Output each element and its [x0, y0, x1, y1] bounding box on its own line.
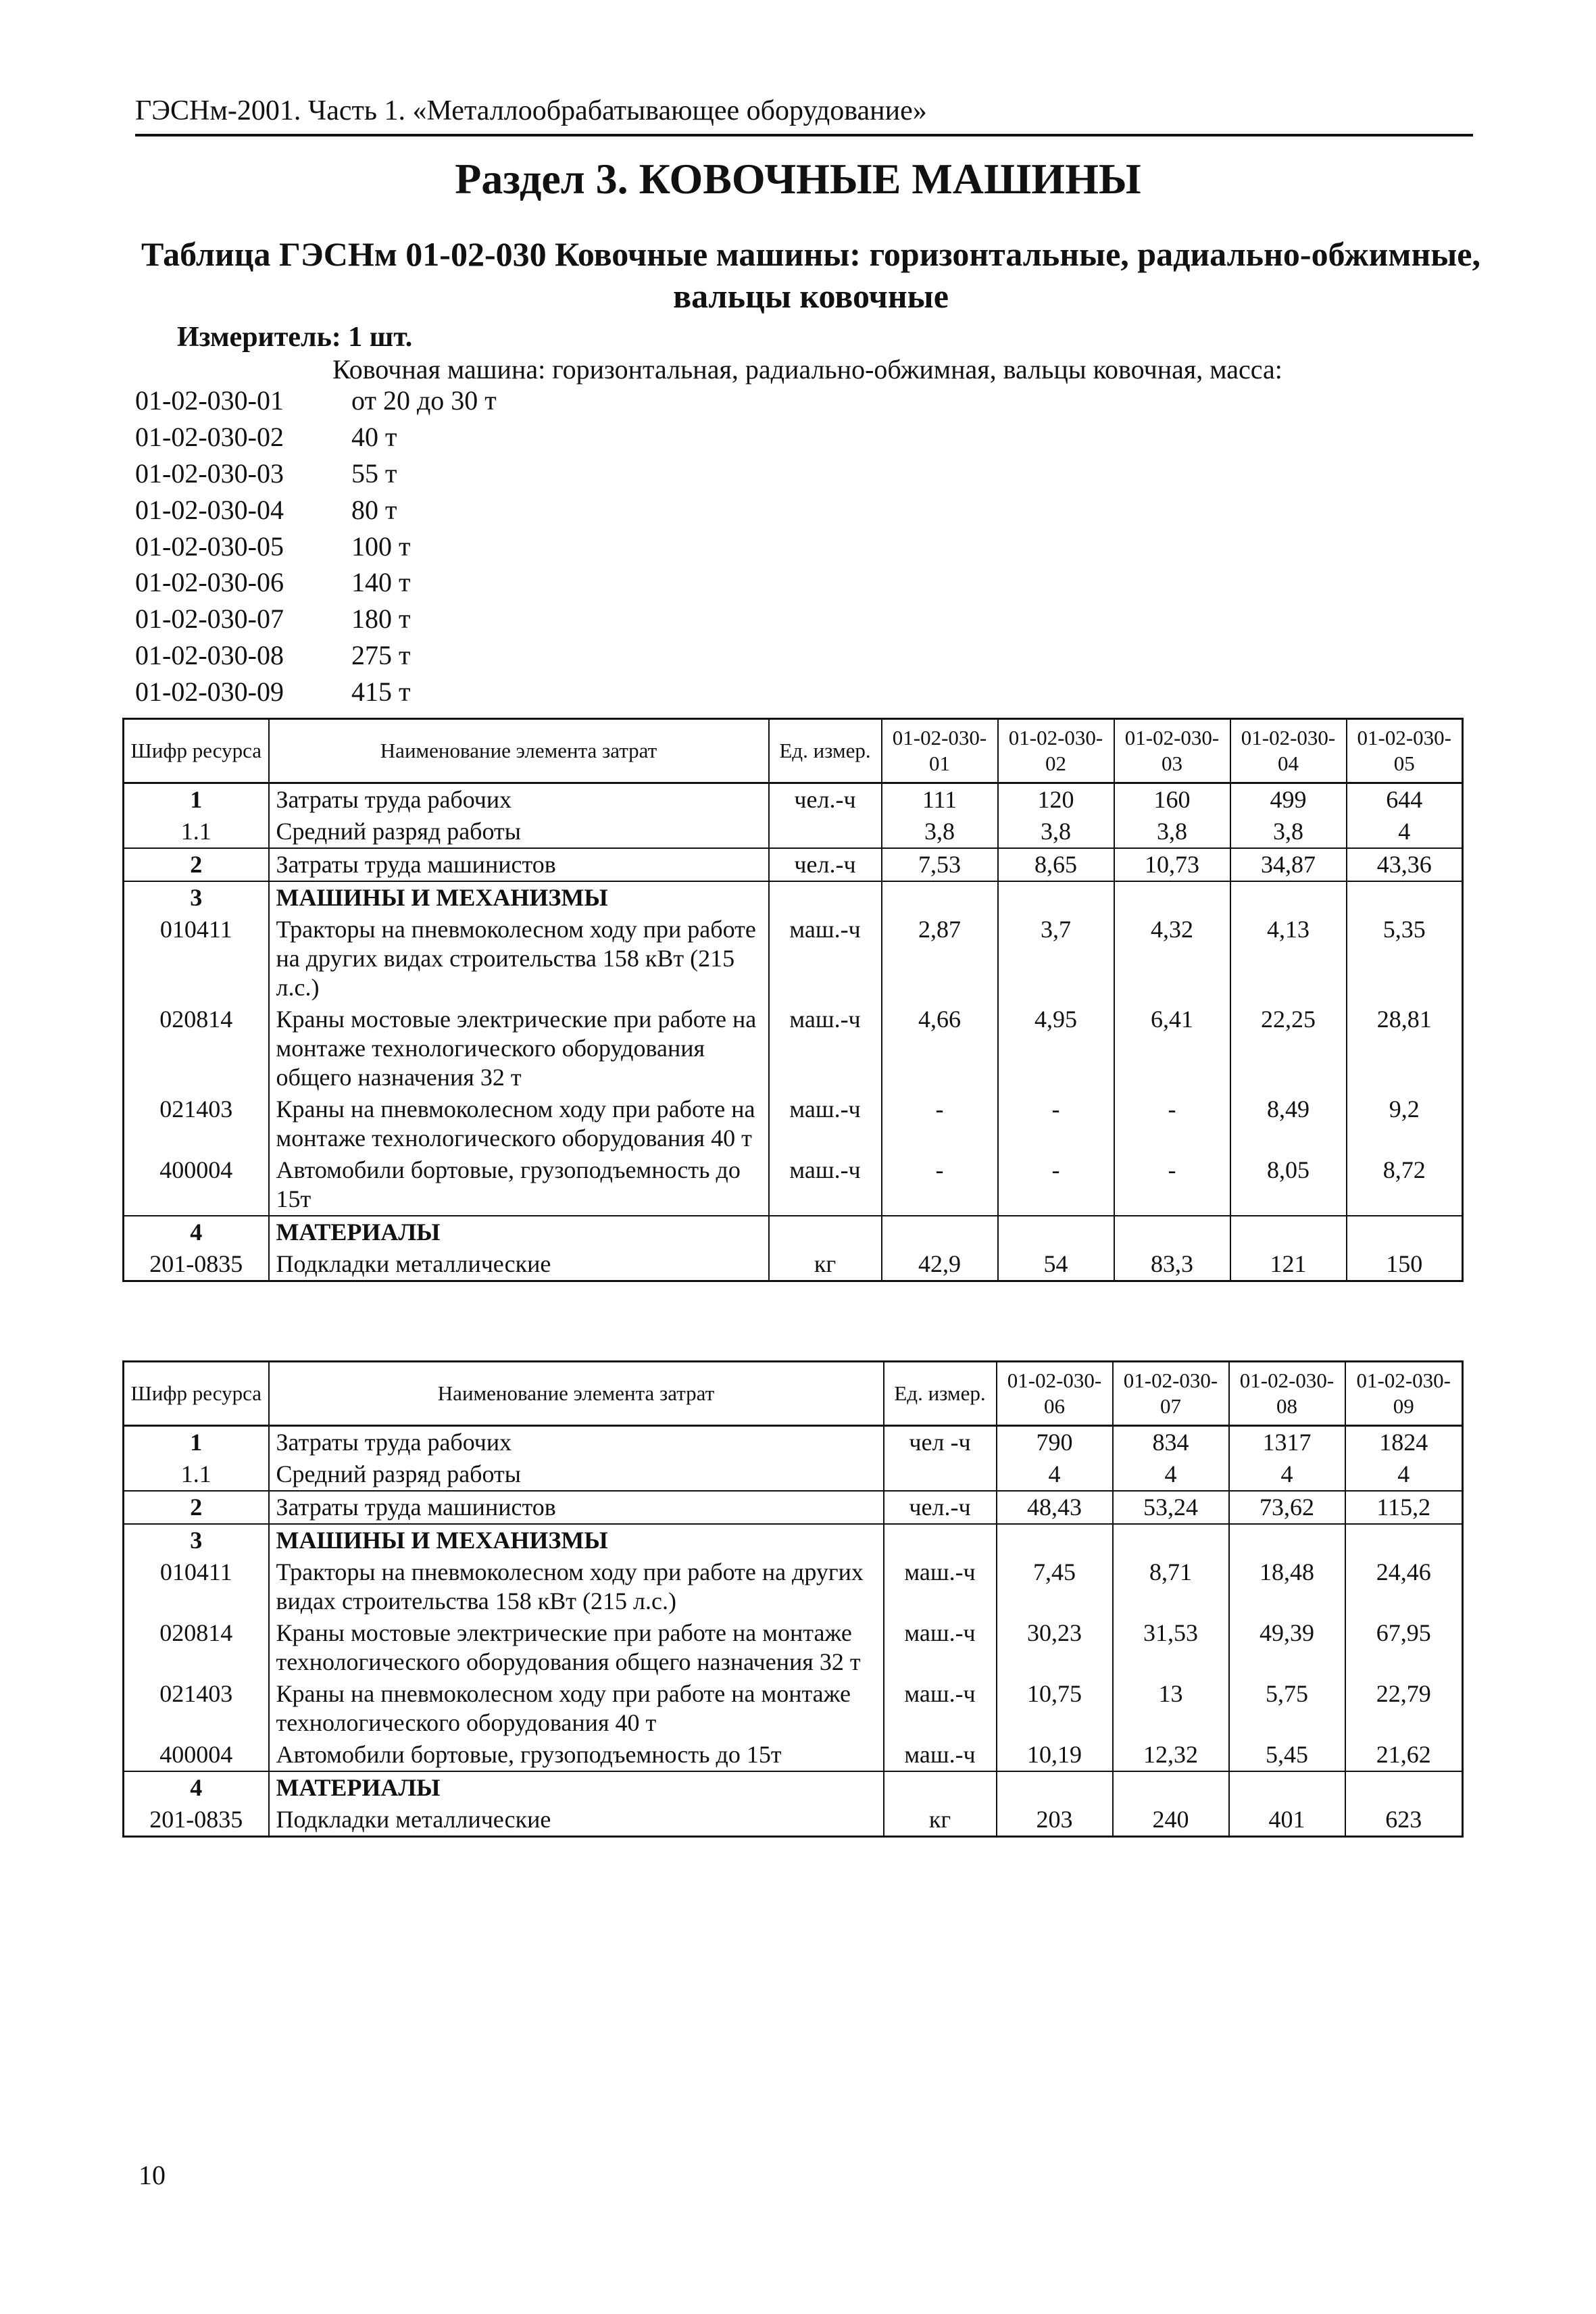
cell-name: Затраты труда машинистов — [269, 848, 769, 881]
cell-unit — [769, 816, 882, 848]
code-list-desc: 140 т — [351, 567, 411, 598]
header-col: 01-02-030-09 — [1345, 1362, 1463, 1426]
cell-name: Автомобили бортовые, грузоподъемность до 15т — [269, 1739, 884, 1771]
table-row — [124, 1248, 1463, 1281]
page-number: 10 — [139, 2160, 166, 2190]
cell-unit: маш.-ч — [884, 1556, 997, 1617]
cell-name: Затраты труда рабочих — [269, 1426, 884, 1459]
code-list-desc: 40 т — [351, 422, 397, 453]
cell-value — [998, 1216, 1114, 1248]
code-list-desc: 180 т — [351, 604, 411, 635]
header-col: 01-02-030-08 — [1229, 1362, 1345, 1426]
cell-unit: чел -ч — [884, 1426, 997, 1459]
table-row — [124, 1771, 1463, 1804]
cell-name: Средний разряд работы — [269, 1458, 884, 1491]
cell-value: 9,2 — [1347, 1093, 1463, 1154]
cell-value: - — [998, 1093, 1114, 1154]
table-row — [124, 1093, 1463, 1154]
code-list-item — [135, 383, 497, 419]
table-row — [124, 1216, 1463, 1248]
cell-name: Подкладки металлические — [269, 1804, 884, 1837]
cell-name: МАШИНЫ И МЕХАНИЗМЫ — [269, 881, 769, 914]
cell-value: 73,62 — [1229, 1491, 1345, 1524]
cell-code: 021403 — [124, 1093, 269, 1154]
cell-name: Затраты труда машинистов — [269, 1491, 884, 1524]
cell-code: 400004 — [124, 1739, 269, 1771]
cell-value: 22,25 — [1230, 1004, 1347, 1093]
table-row — [124, 1804, 1463, 1837]
cell-value: - — [1114, 1154, 1230, 1216]
cell-code: 4 — [124, 1216, 269, 1248]
code-list-item — [135, 564, 497, 601]
cell-value: 623 — [1345, 1804, 1463, 1837]
cell-name: Затраты труда рабочих — [269, 783, 769, 816]
code-list-code: 01-02-030-04 — [135, 494, 284, 525]
cell-value — [998, 881, 1114, 914]
cell-code: 2 — [124, 1491, 269, 1524]
running-header: ГЭСНм-2001. Часть 1. «Металлообрабатывающее оборудование» — [135, 95, 1473, 137]
cell-code: 201-0835 — [124, 1248, 269, 1281]
code-list-code: 01-02-030-07 — [135, 604, 284, 635]
header-col: 01-02-030-02 — [998, 719, 1114, 783]
header-col: 01-02-030-06 — [997, 1362, 1113, 1426]
cell-code: 1 — [124, 783, 269, 816]
cell-value: 42,9 — [882, 1248, 998, 1281]
cell-value: 499 — [1230, 783, 1347, 816]
cell-value — [1230, 1216, 1347, 1248]
cell-unit: чел.-ч — [769, 848, 882, 881]
cell-value: 3,8 — [1114, 816, 1230, 848]
cell-value: 54 — [998, 1248, 1114, 1281]
code-list-code: 01-02-030-06 — [135, 567, 284, 598]
table-row — [124, 1739, 1463, 1771]
cell-value — [1345, 1524, 1463, 1556]
code-list-item — [135, 637, 497, 674]
cell-value: 240 — [1113, 1804, 1229, 1837]
norms-table-2 — [122, 1360, 1464, 1838]
code-list-item — [135, 528, 497, 564]
cell-value — [1229, 1524, 1345, 1556]
cell-value: 34,87 — [1230, 848, 1347, 881]
table-row — [124, 1556, 1463, 1617]
cell-value — [1113, 1771, 1229, 1804]
header-code: Шифр ресурса — [124, 1362, 269, 1426]
cell-code: 021403 — [124, 1678, 269, 1739]
cell-name: Средний разряд работы — [269, 816, 769, 848]
cell-value: 5,75 — [1229, 1678, 1345, 1739]
cell-code: 010411 — [124, 914, 269, 1004]
cell-value — [1113, 1524, 1229, 1556]
table-row — [124, 1426, 1463, 1459]
cell-code: 1 — [124, 1426, 269, 1459]
code-list-item — [135, 419, 497, 456]
table-row — [124, 783, 1463, 816]
table-title-line-1: Таблица ГЭСНм 01-02-030 Ковочные машины: горизонтальные, радиально-обжимные, — [141, 235, 1480, 273]
code-list-desc: 55 т — [351, 458, 397, 489]
cell-value: 4,66 — [882, 1004, 998, 1093]
table-row — [124, 881, 1463, 914]
cell-value: 24,46 — [1345, 1556, 1463, 1617]
cell-value: 49,39 — [1229, 1617, 1345, 1678]
cell-code: 3 — [124, 1524, 269, 1556]
cell-unit — [769, 881, 882, 914]
cell-value: 4,13 — [1230, 914, 1347, 1004]
cell-value: 4,32 — [1114, 914, 1230, 1004]
cell-value: 4,95 — [998, 1004, 1114, 1093]
cell-unit: чел.-ч — [884, 1491, 997, 1524]
code-list-code: 01-02-030-09 — [135, 676, 284, 707]
code-list-code: 01-02-030-03 — [135, 458, 284, 489]
cell-name: МАШИНЫ И МЕХАНИЗМЫ — [269, 1524, 884, 1556]
cell-value: 8,72 — [1347, 1154, 1463, 1216]
header-col: 01-02-030-05 — [1347, 719, 1463, 783]
cell-value: 31,53 — [1113, 1617, 1229, 1678]
intro-line: Ковочная машина: горизонтальная, радиально-обжимная, вальцы ковочная, масса: — [332, 354, 1282, 385]
table-row — [124, 1154, 1463, 1216]
cell-value: 67,95 — [1345, 1617, 1463, 1678]
cell-code: 1.1 — [124, 816, 269, 848]
cell-value: 6,41 — [1114, 1004, 1230, 1093]
cell-unit — [769, 1216, 882, 1248]
cell-value: 8,05 — [1230, 1154, 1347, 1216]
cell-unit: чел.-ч — [769, 783, 882, 816]
cell-value — [1114, 1216, 1230, 1248]
cell-unit: маш.-ч — [769, 1154, 882, 1216]
cell-value: 18,48 — [1229, 1556, 1345, 1617]
cell-value: 10,75 — [997, 1678, 1113, 1739]
norms-table-1 — [122, 718, 1464, 1282]
cell-value: - — [998, 1154, 1114, 1216]
header-name: Наименование элемента затрат — [269, 719, 769, 783]
cell-value: 8,49 — [1230, 1093, 1347, 1154]
cell-unit: маш.-ч — [884, 1617, 997, 1678]
cell-value — [1347, 1216, 1463, 1248]
table-title-line-2: вальцы ковочные — [673, 277, 949, 315]
cell-value: 8,65 — [998, 848, 1114, 881]
cell-value: 644 — [1347, 783, 1463, 816]
cell-value: 8,71 — [1113, 1556, 1229, 1617]
cell-value: 10,19 — [997, 1739, 1113, 1771]
cell-value — [1114, 881, 1230, 914]
cell-value — [1347, 881, 1463, 914]
cell-unit: маш.-ч — [769, 1004, 882, 1093]
table-row — [124, 848, 1463, 881]
cell-value: 5,35 — [1347, 914, 1463, 1004]
cell-value: 150 — [1347, 1248, 1463, 1281]
cell-unit — [884, 1524, 997, 1556]
cell-value: 3,8 — [1230, 816, 1347, 848]
cell-value: - — [882, 1154, 998, 1216]
cell-value — [1230, 881, 1347, 914]
cell-unit: кг — [884, 1804, 997, 1837]
cell-value: 1317 — [1229, 1426, 1345, 1459]
cell-value: 48,43 — [997, 1491, 1113, 1524]
cell-value: 5,45 — [1229, 1739, 1345, 1771]
table-row — [124, 1491, 1463, 1524]
cell-value: 401 — [1229, 1804, 1345, 1837]
cell-unit: маш.-ч — [769, 1093, 882, 1154]
cell-value — [1345, 1771, 1463, 1804]
table-row — [124, 1678, 1463, 1739]
code-list-code: 01-02-030-02 — [135, 422, 284, 453]
cell-value: 2,87 — [882, 914, 998, 1004]
header-name: Наименование элемента затрат — [269, 1362, 884, 1426]
code-list-desc: 275 т — [351, 639, 411, 670]
cell-code: 010411 — [124, 1556, 269, 1617]
cell-value: 28,81 — [1347, 1004, 1463, 1093]
header-col: 01-02-030-03 — [1114, 719, 1230, 783]
table-row — [124, 1524, 1463, 1556]
cell-unit — [884, 1771, 997, 1804]
cell-value: 21,62 — [1345, 1739, 1463, 1771]
code-list-desc: 100 т — [351, 531, 411, 562]
cell-value: 30,23 — [997, 1617, 1113, 1678]
cell-name: Тракторы на пневмоколесном ходу при работе на других видах строительства 158 кВт (215 л.с.) — [269, 914, 769, 1004]
cell-value: 13 — [1113, 1678, 1229, 1739]
cell-value: 7,53 — [882, 848, 998, 881]
code-list-item — [135, 491, 497, 528]
table-header-row — [124, 1362, 1463, 1426]
table-row — [124, 1458, 1463, 1491]
table-row — [124, 1004, 1463, 1093]
cell-value — [882, 881, 998, 914]
cell-value — [882, 1216, 998, 1248]
cell-value: 10,73 — [1114, 848, 1230, 881]
section-title: Раздел 3. КОВОЧНЫЕ МАШИНЫ — [455, 155, 1141, 203]
cell-value: 22,79 — [1345, 1678, 1463, 1739]
cell-code: 4 — [124, 1771, 269, 1804]
cell-name: Краны на пневмоколесном ходу при работе на монтаже технологического оборудования 40 т — [269, 1678, 884, 1739]
cell-value: 121 — [1230, 1248, 1347, 1281]
cell-value: 111 — [882, 783, 998, 816]
code-list-desc: 80 т — [351, 494, 397, 525]
cell-code: 2 — [124, 848, 269, 881]
cell-value: 4 — [997, 1458, 1113, 1491]
table-title — [122, 233, 1500, 317]
table-row — [124, 1617, 1463, 1678]
cell-code: 3 — [124, 881, 269, 914]
cell-value: 53,24 — [1113, 1491, 1229, 1524]
table-row — [124, 816, 1463, 848]
header-col: 01-02-030-04 — [1230, 719, 1347, 783]
cell-value: - — [1114, 1093, 1230, 1154]
cell-unit: маш.-ч — [884, 1739, 997, 1771]
cell-value: 3,8 — [882, 816, 998, 848]
table-row — [124, 914, 1463, 1004]
header-unit: Ед. измер. — [884, 1362, 997, 1426]
header-code: Шифр ресурса — [124, 719, 269, 783]
cell-code: 020814 — [124, 1004, 269, 1093]
cell-value: 4 — [1347, 816, 1463, 848]
cell-value: 160 — [1114, 783, 1230, 816]
cell-value: - — [882, 1093, 998, 1154]
cell-value: 4 — [1113, 1458, 1229, 1491]
code-list-item — [135, 456, 497, 492]
header-col: 01-02-030-07 — [1113, 1362, 1229, 1426]
cell-value — [997, 1771, 1113, 1804]
cell-code: 400004 — [124, 1154, 269, 1216]
cell-value: 4 — [1345, 1458, 1463, 1491]
header-unit: Ед. измер. — [769, 719, 882, 783]
cell-value: 12,32 — [1113, 1739, 1229, 1771]
cell-value: 834 — [1113, 1426, 1229, 1459]
code-list-code: 01-02-030-01 — [135, 385, 284, 416]
cell-value: 115,2 — [1345, 1491, 1463, 1524]
cell-unit: кг — [769, 1248, 882, 1281]
cell-name: Тракторы на пневмоколесном ходу при работе на других видах строительства 158 кВт (215 л.с.) — [269, 1556, 884, 1617]
cell-name: Подкладки металлические — [269, 1248, 769, 1281]
cell-value — [1229, 1771, 1345, 1804]
cell-code: 201-0835 — [124, 1804, 269, 1837]
cell-value: 120 — [998, 783, 1114, 816]
cell-value: 43,36 — [1347, 848, 1463, 881]
cell-value — [997, 1524, 1113, 1556]
cell-value: 4 — [1229, 1458, 1345, 1491]
cell-unit: маш.-ч — [884, 1678, 997, 1739]
cell-name: Краны на пневмоколесном ходу при работе на монтаже технологического оборудования 40 т — [269, 1093, 769, 1154]
cell-value: 1824 — [1345, 1426, 1463, 1459]
header-col: 01-02-030-01 — [882, 719, 998, 783]
code-list-item — [135, 601, 497, 637]
cell-unit — [884, 1458, 997, 1491]
cell-value: 3,7 — [998, 914, 1114, 1004]
cell-code: 1.1 — [124, 1458, 269, 1491]
cell-value: 3,8 — [998, 816, 1114, 848]
cell-name: Краны мостовые электрические при работе на монтаже технологического оборудования общего назначения 32 т — [269, 1004, 769, 1093]
code-list-desc: 415 т — [351, 676, 411, 707]
cell-value: 83,3 — [1114, 1248, 1230, 1281]
cell-code: 020814 — [124, 1617, 269, 1678]
cell-name: Краны мостовые электрические при работе на монтаже технологического оборудования общего назначения 32 т — [269, 1617, 884, 1678]
unit-line: Измеритель: 1 шт. — [177, 322, 413, 353]
cell-unit: маш.-ч — [769, 914, 882, 1004]
code-list-item — [135, 673, 497, 710]
cell-name: МАТЕРИАЛЫ — [269, 1216, 769, 1248]
code-list-code: 01-02-030-05 — [135, 531, 284, 562]
code-list — [135, 383, 497, 710]
cell-name: Автомобили бортовые, грузоподъемность до 15т — [269, 1154, 769, 1216]
cell-value: 7,45 — [997, 1556, 1113, 1617]
code-list-code: 01-02-030-08 — [135, 639, 284, 670]
table-header-row — [124, 719, 1463, 783]
cell-value: 790 — [997, 1426, 1113, 1459]
code-list-desc: от 20 до 30 т — [351, 385, 497, 416]
cell-value: 203 — [997, 1804, 1113, 1837]
cell-name: МАТЕРИАЛЫ — [269, 1771, 884, 1804]
